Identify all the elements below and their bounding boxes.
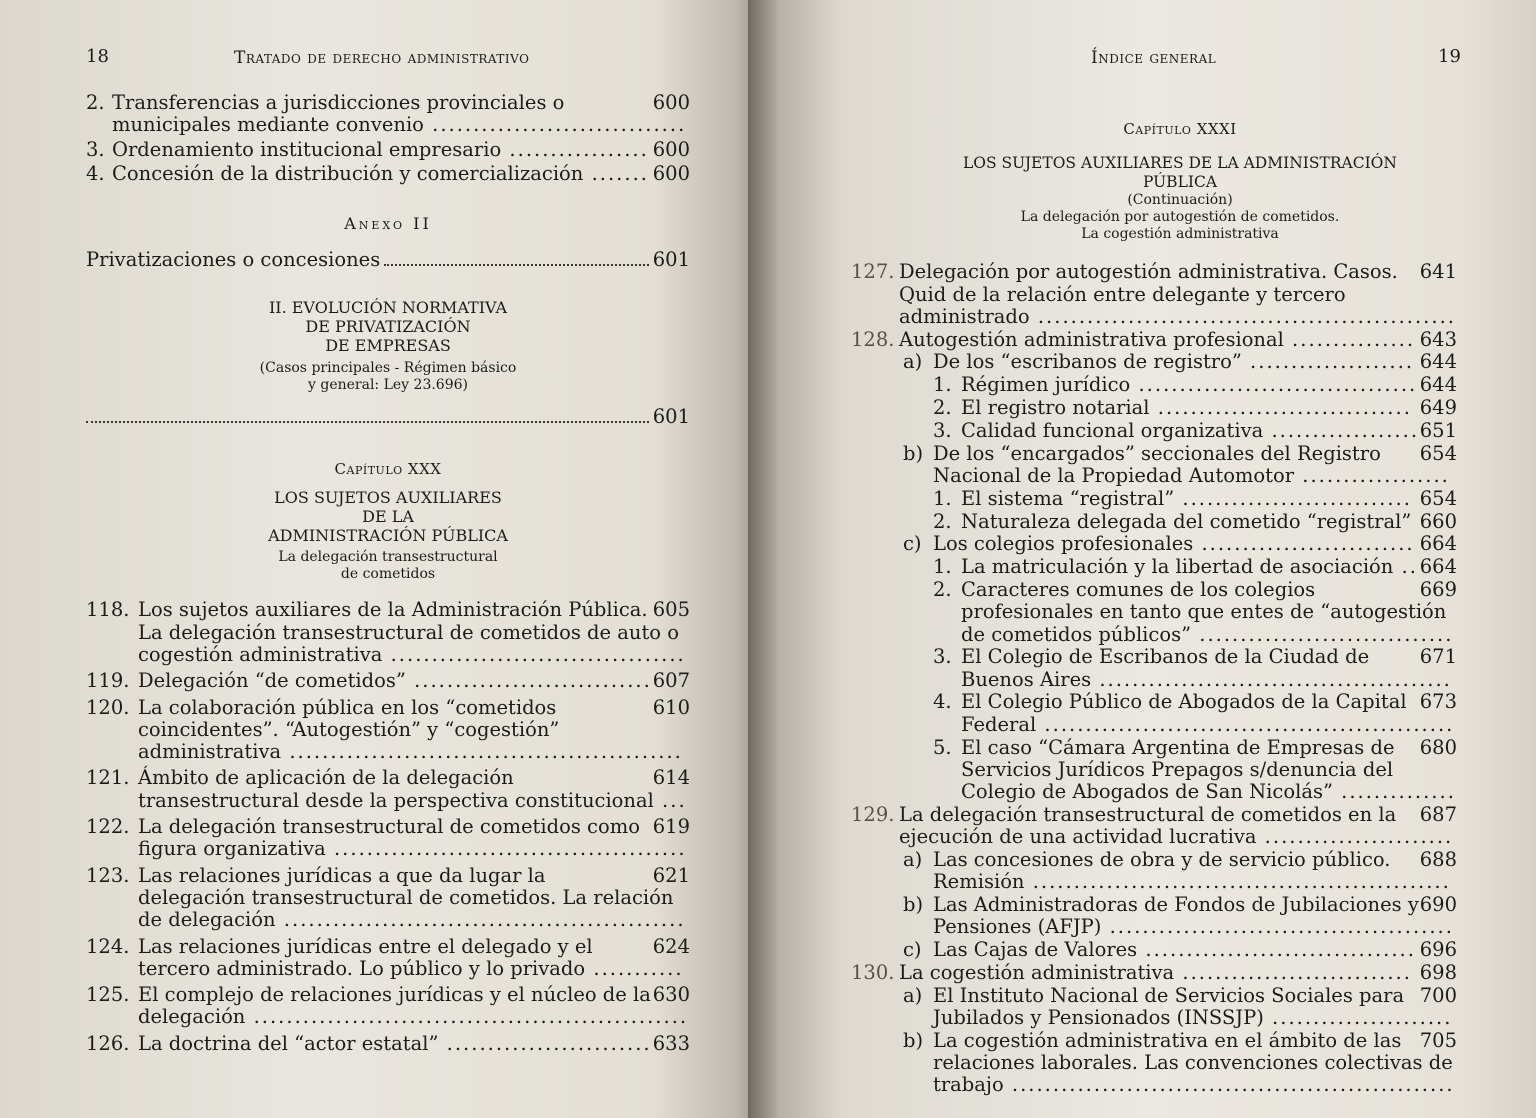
entry-page: 641: [1419, 260, 1457, 284]
chapter-label: Capítulo XXX: [334, 460, 442, 479]
chapter-title-line-1: LOS SUJETOS AUXILIARES DE LA ADMINISTRACIÓN: [963, 154, 1397, 173]
dot-leader: ...........: [585, 956, 684, 980]
chapter-title-line-2: DE LA: [362, 507, 414, 527]
entry-page: 654: [1419, 441, 1457, 465]
entry-leader-line: [112, 139, 690, 161]
entry-number: 3.: [933, 418, 952, 442]
entry-number: 128.: [851, 327, 895, 351]
entry-page: 607: [652, 669, 690, 693]
entry-body: [138, 599, 690, 666]
entry-text: El complejo de relaciones jurídicas y el núcleo de la delegación: [138, 983, 651, 1029]
dot-leader: ......................................................: [1003, 1073, 1455, 1097]
entry-page: 688: [1419, 848, 1457, 872]
section-subtitle-line-2: y general: Ley 23.696): [308, 376, 468, 393]
entry-leader-line: [138, 767, 690, 812]
right-page: [748, 0, 1536, 1118]
entry-body: [899, 804, 1457, 849]
entry-body: [899, 962, 1457, 984]
chapter-continuation: (Continuación): [1127, 192, 1233, 209]
toc-entry: [903, 691, 1457, 736]
entry-number: 123.: [86, 863, 130, 887]
dot-leader: ...............................: [1191, 622, 1454, 646]
entry-leader-line: [112, 92, 690, 137]
entry-text: Los sujetos auxiliares de la Administración Pública. La delegación transestructural de cometidos de auto o cogestión administrativa: [138, 598, 679, 666]
entry-leader-line: [933, 939, 1457, 961]
entry-page: 651: [1419, 418, 1457, 442]
dot-leader: ..................: [1294, 463, 1450, 487]
entry-number: 2.: [933, 509, 952, 533]
entry-page: 698: [1419, 961, 1457, 984]
entry-leader-line: [961, 420, 1457, 442]
entry-body: [899, 261, 1457, 328]
right-page-number: 19: [1438, 46, 1461, 67]
entry-page: 680: [1419, 735, 1457, 759]
entry-number: b): [903, 1028, 924, 1052]
chapter-heading-xxx: [86, 458, 690, 583]
entry-body: [138, 865, 690, 932]
entry-text: Régimen jurídico: [961, 373, 1131, 397]
chapter-subtitle-line-2: de cometidos: [340, 566, 436, 583]
entry-body: [899, 329, 1457, 351]
toc-entry: [86, 936, 690, 981]
dot-leader: .......................: [1256, 825, 1454, 849]
entry-body: [933, 533, 1457, 555]
entry-body: [961, 397, 1457, 419]
entry-page: 619: [652, 815, 690, 839]
annex-heading: Anexo II: [344, 214, 432, 234]
entry-text: Naturaleza delegada del cometido “registral”: [961, 509, 1412, 533]
dot-leader: ..........................................: [1101, 915, 1454, 939]
annex-item-page: 601: [652, 248, 690, 272]
section-subtitle-line-1: (Casos principales - Régimen básico: [259, 359, 517, 376]
dot-leader: .....................................................: [245, 1005, 689, 1029]
toc-entry: [903, 985, 1457, 1030]
entry-page: 633: [652, 1031, 690, 1055]
dot-leader: ............................: [1174, 961, 1412, 984]
entry-page: 643: [1419, 327, 1457, 351]
entry-text: El caso “Cámara Argentina de Empresas de Servicios Jurídicos Prepagos s/denuncia del Colegio de Abogados de San Nicolás”: [961, 735, 1395, 804]
chapter-title-line-3: ADMINISTRACIÓN PÚBLICA: [268, 526, 508, 546]
dot-leader: ...........................................: [1091, 667, 1452, 691]
entry-page: 673: [1419, 690, 1457, 714]
entry-number: 4.: [86, 161, 105, 185]
chapter-heading-xxxi: [903, 118, 1457, 243]
entry-leader-line: [899, 329, 1457, 351]
dot-leader: ...................................................: [1029, 304, 1456, 328]
entry-body: [961, 737, 1457, 804]
entry-leader-line: [933, 533, 1457, 555]
entry-leader-line: [933, 894, 1457, 939]
toc-entry: [903, 849, 1457, 894]
entry-body: [933, 443, 1457, 488]
toc-entry: [903, 488, 1457, 510]
entry-page: 687: [1419, 802, 1457, 826]
chapter-subtitle-line-2: La cogestión administrativa: [1081, 226, 1279, 243]
entry-page: 690: [1419, 893, 1457, 917]
entry-number: 126.: [86, 1031, 130, 1055]
chapter-subtitle-line-1: La delegación transestructural: [278, 549, 498, 566]
entry-number: 122.: [86, 815, 130, 839]
entry-body: [138, 984, 690, 1029]
dot-leader: ...............................: [1149, 396, 1412, 420]
chapter-title-line-1: LOS SUJETOS AUXILIARES: [274, 488, 502, 508]
entry-number: b): [903, 441, 924, 465]
entry-leader-line: [961, 374, 1457, 396]
entry-body: [112, 163, 690, 185]
toc-entry: [86, 865, 690, 932]
entry-number: 121.: [86, 766, 130, 790]
entry-text: Delegación “de cometidos”: [138, 669, 406, 693]
entry-body: [933, 985, 1457, 1030]
entry-text: El registro notarial: [961, 396, 1150, 420]
toc-entry: [851, 802, 1457, 849]
entry-number: a): [903, 350, 923, 374]
entry-leader-line: [138, 816, 690, 861]
entry-leader-line: [961, 511, 1457, 533]
entry-leader-line: [933, 443, 1457, 488]
entry-text: La delegación transestructural de cometidos como figura organizativa: [138, 815, 640, 861]
entry-leader-line: [961, 488, 1457, 510]
dot-leader: .........................: [438, 1031, 652, 1055]
entry-page: 669: [1419, 577, 1457, 601]
entry-number: 120.: [86, 695, 130, 719]
chapter-title-line-2: PÚBLICA: [1142, 173, 1218, 192]
entry-page: 654: [1419, 486, 1457, 510]
entry-text: De los “escribanos de registro”: [933, 350, 1242, 374]
entry-number: 127.: [851, 260, 895, 284]
entry-leader-line: [138, 984, 690, 1029]
entry-number: c): [903, 532, 922, 556]
entry-text: La cogestión administrativa: [899, 961, 1175, 984]
entry-number: b): [903, 893, 924, 917]
toc-entry: [86, 92, 690, 137]
entry-body: [961, 511, 1457, 533]
entry-leader-line: [961, 691, 1457, 736]
toc-entry: [903, 397, 1457, 419]
dot-leader: ...............: [1283, 327, 1416, 351]
dot-leader: ..: [1393, 555, 1418, 579]
entry-number: 1.: [933, 486, 952, 510]
entry-leader-line: [961, 737, 1457, 804]
section-page: 601: [652, 404, 690, 428]
entry-body: [933, 1030, 1457, 1097]
entry-leader-line: [933, 1030, 1457, 1097]
dot-leader: ..................................: [1130, 373, 1418, 397]
entry-body: [933, 849, 1457, 894]
entry-text: Ámbito de aplicación de la delegación transestructural desde la perspectiva constitucional: [138, 766, 654, 812]
chapter-label: Capítulo XXXI: [1123, 120, 1237, 138]
entry-text: La delegación transestructural de cometidos en la ejecución de una actividad lucrativa: [899, 802, 1397, 849]
toc-entry: [903, 939, 1457, 961]
section-heading: [86, 298, 690, 394]
toc-entry: [86, 163, 690, 185]
toc-entry: [903, 646, 1457, 691]
entry-page: 705: [1419, 1028, 1457, 1052]
entry-number: 1.: [933, 373, 952, 397]
entry-page: 624: [652, 934, 690, 958]
entry-number: 5.: [933, 735, 952, 759]
entry-page: 660: [1419, 509, 1457, 533]
entry-text: El Colegio de Escribanos de la Ciudad de Buenos Aires: [961, 645, 1370, 691]
dot-leader: ...........................................: [325, 837, 687, 861]
right-running-head: Índice general: [1091, 48, 1217, 68]
entry-text: Transferencias a jurisdicciones provinciales o municipales mediante convenio: [112, 91, 565, 137]
dot-leader: ..........................: [1193, 532, 1415, 556]
entry-body: [961, 556, 1457, 578]
dot-leader: ..................: [1263, 418, 1420, 442]
dot-leader: ..................................................: [1036, 712, 1455, 736]
entry-text: La colaboración pública en los “cometidos coincidentes”. “Autogestión” y “cogestión” administrativa: [138, 695, 560, 764]
dot-leader: ................................................: [281, 740, 683, 764]
entry-text: Las Cajas de Valores: [933, 938, 1138, 962]
toc-entry: [86, 1033, 690, 1055]
entry-leader-line: [138, 865, 690, 932]
entry-leader-line: [138, 599, 690, 666]
entry-page: 600: [652, 137, 690, 161]
entry-text: Autogestión administrativa profesional: [899, 327, 1284, 351]
section-title-line-2: DE PRIVATIZACIÓN: [305, 316, 471, 336]
toc-entry: [851, 961, 1457, 984]
entry-number: c): [903, 938, 922, 962]
section-title-line-3: DE EMPRESAS: [325, 335, 451, 355]
entry-body: [138, 936, 690, 981]
entry-number: 124.: [86, 934, 130, 958]
toc-entry: [903, 351, 1457, 373]
entry-text: La cogestión administrativa en el ámbito de las relaciones laborales. Las convenciones colectivas de trabajo: [933, 1028, 1453, 1097]
entry-number: 2.: [86, 91, 105, 114]
entry-text: La matriculación y la libertad de asociación: [961, 555, 1394, 579]
entry-page: 671: [1419, 645, 1457, 669]
entry-leader-line: [933, 849, 1457, 894]
dot-leader: .................: [501, 137, 649, 161]
entry-text: Los colegios profesionales: [933, 532, 1194, 556]
toc-entry: [86, 599, 690, 666]
dot-leader: ...: [653, 788, 687, 812]
annex-item-text: Privatizaciones o concesiones: [86, 248, 381, 272]
toc-entry: [903, 737, 1457, 804]
entry-leader-line: [138, 670, 690, 692]
toc-entry: [86, 767, 690, 812]
chapter-xxx-entries: [86, 599, 690, 1055]
entry-text: Concesión de la distribución y comercialización: [112, 161, 584, 185]
entry-body: [138, 767, 690, 812]
entry-text: Delegación por autogestión administrativa. Casos. Quid de la relación entre delegante y tercero administrado: [899, 260, 1398, 328]
entry-page: 600: [652, 161, 690, 185]
entry-page: 630: [652, 983, 690, 1007]
entry-text: Calidad funcional organizativa: [961, 418, 1264, 442]
entry-number: 119.: [86, 669, 130, 693]
entry-body: [961, 646, 1457, 691]
entry-body: [138, 816, 690, 861]
dot-leader: ....................................: [382, 642, 686, 666]
left-text-block: [86, 92, 690, 1059]
entry-number: 2.: [933, 577, 952, 601]
entry-number: a): [903, 848, 923, 872]
intro-items: [86, 92, 690, 185]
dot-leader: ....................: [1241, 350, 1415, 374]
dot-leader: .................................: [1137, 938, 1416, 962]
entry-number: 2.: [933, 396, 952, 420]
entry-text: El Instituto Nacional de Servicios Sociales para Jubilados y Pensionados (INSSJP): [933, 983, 1405, 1030]
entry-leader-line: [138, 936, 690, 981]
entry-page: 610: [652, 695, 690, 719]
toc-entry: [903, 443, 1457, 488]
entry-leader-line: [138, 697, 690, 764]
toc-entry: [86, 984, 690, 1029]
dot-leader: ...................................................: [1024, 870, 1451, 894]
toc-entry: [903, 533, 1457, 555]
dot-leader: ..............: [1332, 780, 1456, 804]
entry-page: 696: [1419, 938, 1457, 962]
entry-page: 700: [1419, 983, 1457, 1007]
entry-number: 1.: [933, 555, 952, 579]
section-title-line-1: II. EVOLUCIÓN NORMATIVA: [268, 297, 508, 317]
entry-leader-line: [961, 556, 1457, 578]
entry-number: 118.: [86, 598, 130, 622]
entry-page: 664: [1419, 555, 1457, 579]
entry-leader-line: [112, 163, 690, 185]
entry-number: 125.: [86, 983, 130, 1007]
toc-entry: [851, 260, 1457, 328]
entry-number: 129.: [851, 802, 895, 826]
entry-number: a): [903, 983, 923, 1007]
entry-body: [138, 697, 690, 764]
entry-body: [112, 139, 690, 161]
left-page-number: 18: [86, 46, 109, 67]
toc-entry: [903, 374, 1457, 396]
entry-leader-line: [933, 351, 1457, 373]
entry-page: 621: [652, 863, 690, 887]
entry-leader-line: [961, 579, 1457, 646]
toc-entry: [903, 1030, 1457, 1097]
entry-body: [961, 691, 1457, 736]
entry-leader-line: [961, 397, 1457, 419]
toc-entry: [903, 511, 1457, 533]
dot-leader: .......: [583, 161, 649, 185]
chapter-subtitle-line-1: La delegación por autogestión de cometidos.: [1020, 209, 1340, 226]
chapter-xxxi-entries: [851, 260, 1457, 1097]
dot-leader: [86, 421, 649, 423]
right-text-block: [851, 118, 1457, 1097]
entry-body: [961, 374, 1457, 396]
entry-body: [933, 894, 1457, 939]
entry-text: El Colegio Público de Abogados de la Capital Federal: [961, 690, 1407, 736]
entry-number: 4.: [933, 690, 952, 714]
entry-page: 600: [652, 91, 690, 114]
entry-leader-line: [933, 985, 1457, 1030]
toc-entry: [903, 556, 1457, 578]
dot-leader: [384, 264, 649, 266]
entry-body: [961, 579, 1457, 646]
toc-entry: [903, 420, 1457, 442]
entry-text: El sistema “registral”: [961, 486, 1175, 510]
dot-leader: ......................: [1263, 1006, 1453, 1030]
entry-page: 605: [652, 598, 690, 622]
entry-number: 130.: [851, 961, 895, 984]
entry-page: 614: [652, 766, 690, 790]
left-running-head: Tratado de derecho administrativo: [234, 48, 530, 68]
annex-item: [86, 249, 690, 271]
entry-text: Las relaciones jurídicas a que da lugar la delegación transestructural de cometidos. La relación de delegación: [138, 863, 674, 932]
toc-entry: [903, 579, 1457, 646]
toc-entry: [86, 670, 690, 692]
entry-page: 649: [1419, 396, 1457, 420]
entry-text: Caracteres comunes de los colegios profesionales en tanto que entes de “autogestión de cometidos públicos”: [961, 577, 1447, 646]
entry-body: [933, 351, 1457, 373]
entry-text: De los “encargados” seccionales del Registro Nacional de la Propiedad Automotor: [933, 441, 1381, 487]
entry-page: 644: [1419, 350, 1457, 374]
entry-leader-line: [899, 261, 1457, 328]
entry-text: Las concesiones de obra y de servicio público. Remisión: [933, 848, 1391, 894]
entry-body: [138, 670, 690, 692]
dot-leader: ...............................: [423, 113, 687, 137]
dot-leader: .............................: [405, 669, 652, 693]
toc-entry: [851, 327, 1457, 351]
entry-leader-line: [899, 804, 1457, 849]
entry-page: 644: [1419, 373, 1457, 397]
entry-text: Las Administradoras de Fondos de Jubilaciones y Pensiones (AFJP): [933, 893, 1419, 939]
entry-text: Ordenamiento institucional empresario: [112, 137, 502, 161]
toc-entry: [86, 697, 690, 764]
entry-leader-line: [899, 962, 1457, 984]
toc-entry: [903, 894, 1457, 939]
entry-number: 3.: [933, 645, 952, 669]
entry-body: [112, 92, 690, 137]
entry-body: [961, 420, 1457, 442]
toc-entry: [86, 816, 690, 861]
entry-number: 3.: [86, 137, 105, 161]
entry-page: 664: [1419, 532, 1457, 556]
dot-leader: .................................................: [275, 908, 686, 932]
section-page-line: [86, 406, 690, 428]
entry-body: [138, 1033, 690, 1055]
toc-entry: [86, 139, 690, 161]
dot-leader: ............................: [1174, 486, 1412, 510]
entry-body: [933, 939, 1457, 961]
entry-text: Las relaciones jurídicas entre el delegado y el tercero administrado. Lo público y lo privado: [138, 934, 593, 980]
entry-text: La doctrina del “actor estatal”: [138, 1031, 439, 1055]
entry-body: [961, 488, 1457, 510]
entry-leader-line: [961, 646, 1457, 691]
entry-leader-line: [138, 1033, 690, 1055]
